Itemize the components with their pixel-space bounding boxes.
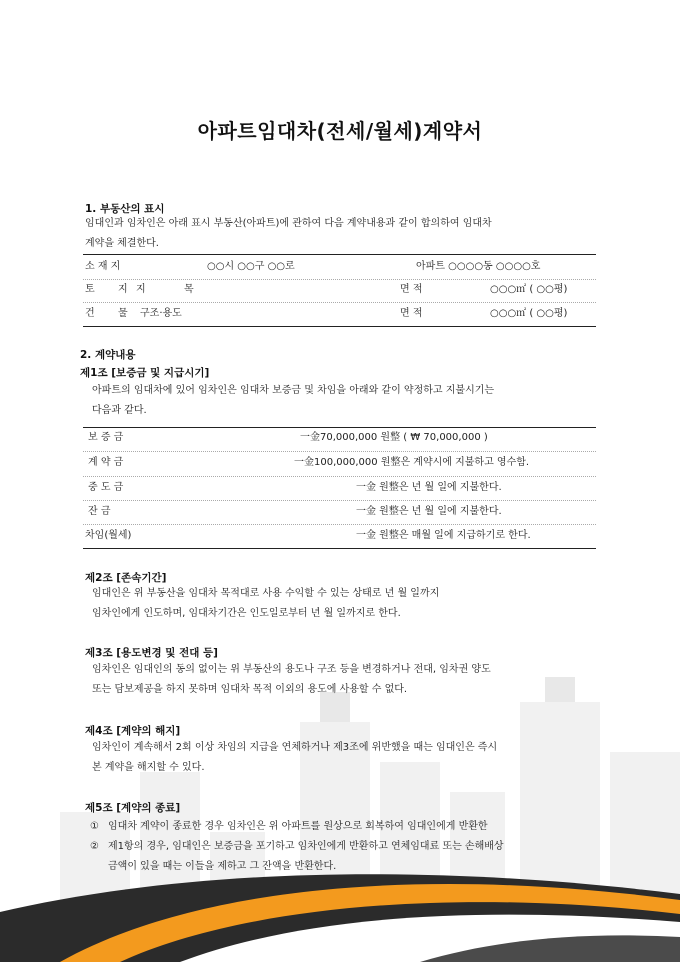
article1-heading: 제1조 [보증금 및 지급시기] — [80, 367, 210, 379]
table1-divider — [83, 302, 596, 303]
table1-building-area-label: 면 적 — [400, 308, 423, 319]
section1-intro-line2: 계약을 체결한다. — [85, 238, 159, 249]
article1-line2: 다음과 같다. — [92, 405, 147, 416]
table1-address: ○○시 ○○구 ○○로 — [207, 261, 295, 272]
table1-apartment: 아파트 ○○○○동 ○○○○호 — [416, 261, 541, 272]
table1-bottom-rule — [83, 326, 596, 327]
table1-label-land-1: 토 — [85, 284, 95, 295]
table1-label-location: 소 재 지 — [85, 261, 121, 272]
table1-land-area-value: ○○○㎡ ( ○○평) — [490, 284, 568, 295]
table1-label-building-2: 물 — [118, 308, 128, 319]
table1-top-rule — [83, 254, 596, 255]
table2-divider — [83, 500, 596, 501]
payment-label-contract: 계 약 금 — [88, 457, 124, 468]
payment-label-interim: 중 도 금 — [88, 482, 124, 493]
payment-value-balance: 一金 원整은 년 월 일에 지불한다. — [356, 506, 502, 517]
article3-line1: 임차인은 임대인의 동의 없이는 위 부동산의 용도나 구조 등을 변경하거나 전대, 임차권 양도 — [92, 664, 491, 675]
article2-line1: 임대인은 위 부동산을 임대차 목적대로 사용 수익할 수 있는 상태로 년 월 일까지 — [92, 588, 440, 599]
article5-item2-marker: ② — [90, 841, 99, 852]
article5-item1: 임대차 계약이 종료한 경우 임차인은 위 아파트를 원상으로 회복하여 임대인에게 반환한 — [108, 821, 488, 832]
table1-label-land-3: 지 — [136, 284, 146, 295]
article2-heading: 제2조 [존속기간] — [85, 572, 167, 584]
table1-label-land-4: 목 — [184, 284, 194, 295]
table1-label-building-3: 구조·용도 — [140, 308, 182, 319]
article5-item2-line1: 제1항의 경우, 임대인은 보증금을 포기하고 임차인에게 반환하고 연체임대료 또는 손해배상 — [108, 841, 504, 852]
section1-intro-line1: 임대인과 임차인은 아래 표시 부동산(아파트)에 관하여 다음 계약내용과 같이 합의하여 임대차 — [85, 218, 492, 229]
table1-label-land-2: 지 — [118, 284, 128, 295]
article2-line2: 임차인에게 인도하며, 임대차기간은 인도일로부터 년 월 일까지로 한다. — [92, 608, 401, 619]
payment-value-interim: 一金 원整은 년 월 일에 지불한다. — [356, 482, 502, 493]
article1-line1: 아파트의 임대차에 있어 임차인은 임대차 보증금 및 차임을 아래와 같이 약정하고 지불시기는 — [92, 385, 495, 396]
section2-heading: 2. 계약내용 — [80, 349, 136, 361]
table2-bottom-rule — [83, 548, 596, 549]
table1-label-building-1: 건 — [85, 308, 95, 319]
payment-value-rent: 一金 원整은 매월 일에 지급하기로 한다. — [356, 530, 531, 541]
table1-building-area-value: ○○○㎡ ( ○○평) — [490, 308, 568, 319]
table2-divider — [83, 476, 596, 477]
section1-heading: 1. 부동산의 표시 — [85, 203, 165, 215]
table2-divider — [83, 524, 596, 525]
table2-divider — [83, 451, 596, 452]
article3-line2: 또는 담보제공을 하지 못하며 임대차 목적 이외의 용도에 사용할 수 없다. — [92, 684, 408, 695]
article4-line2: 본 계약을 해지할 수 있다. — [92, 762, 205, 773]
article4-line1: 임차인이 계속해서 2회 이상 차임의 지급을 연체하거나 제3조에 위반했을 때는 임대인은 즉시 — [92, 742, 498, 753]
article3-heading: 제3조 [용도변경 및 전대 등] — [85, 647, 218, 659]
payment-value-deposit: 一金70,000,000 원整 ( ₩ 70,000,000 ) — [300, 432, 488, 443]
table1-land-area-label: 면 적 — [400, 284, 423, 295]
article5-item1-marker: ① — [90, 821, 99, 832]
payment-label-balance: 잔 금 — [88, 506, 111, 517]
payment-label-rent: 차임(월세) — [85, 530, 132, 541]
document-title: 아파트임대차(전세/월세)계약서 — [197, 119, 483, 143]
article5-item2-line2: 금액이 있을 때는 이들을 제하고 그 잔액을 반환한다. — [108, 861, 337, 872]
payment-label-deposit: 보 증 금 — [88, 432, 124, 443]
article5-heading: 제5조 [계약의 종료] — [85, 802, 181, 814]
article4-heading: 제4조 [계약의 해지] — [85, 725, 181, 737]
payment-value-contract: 一金100,000,000 원整은 계약시에 지불하고 영수함. — [294, 457, 530, 468]
